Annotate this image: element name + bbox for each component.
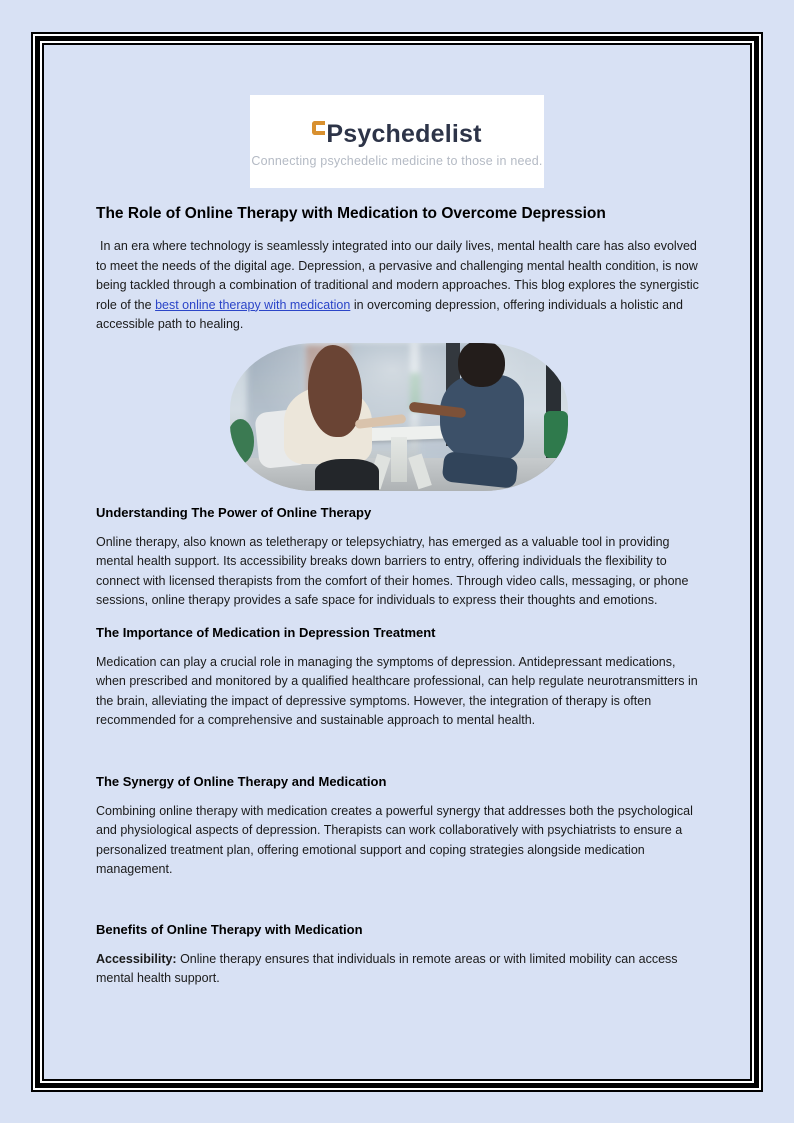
hero-image <box>230 343 568 491</box>
benefit-text: Online therapy ensures that individuals in remote areas or with limited mobility can access mental health support. <box>96 951 678 985</box>
hero-art-green-chair <box>544 411 568 458</box>
brand-tagline: Connecting psychedelic medicine to those in need. <box>251 154 543 168</box>
benefits-paragraph <box>96 950 700 989</box>
article-content <box>96 0 700 989</box>
brand-logo <box>250 121 544 151</box>
section-heading-benefits: Benefits of Online Therapy with Medication <box>96 921 363 937</box>
section-paragraph: Online therapy, also known as teletherapy or telepsychiatry, has emerged as a valuable tool in providing mental health support. Its accessibility breaks down barriers to entry, offering individuals the flexibility to connect with licensed therapists from the comfort of their homes. Through video calls, messaging, or phone sessions, online therapy provides a safe space for individuals to express their thoughts and emotions. <box>96 534 689 607</box>
brand-name: Psychedelist <box>326 120 482 148</box>
brand-logo-box <box>250 95 544 188</box>
section-heading-medication: The Importance of Medication in Depression Treatment <box>96 624 436 640</box>
section-paragraph: Medication can play a crucial role in managing the symptoms of depression. Antidepressant medications, when prescribed and monitored by a qualified healthcare professional, can help regulate neurotransmitters in the brain, alleviating the impact of depressive symptoms. However, the integration of therapy is often recommended for a comprehensive and sustainable approach to mental health. <box>96 654 698 727</box>
hero-art-person-right-hair <box>458 343 505 387</box>
section-paragraph: Combining online therapy with medication creates a powerful synergy that addresses both the psychological and physiological aspects of depression. Therapists can work collaboratively with psychiatrists to ensure a personalized treatment plan, offering emotional support and coping strategies alongside medication management. <box>96 803 693 876</box>
hero-art-person-left-hair <box>308 345 362 437</box>
best-online-therapy-link[interactable]: best online therapy with medication <box>155 297 351 312</box>
section-heading-online-therapy: Understanding The Power of Online Therapy <box>96 504 372 520</box>
intro-text-after: in overcoming depression, offering individuals a holistic and accessible path to healing. <box>96 297 683 331</box>
benefit-lead-accessibility: Accessibility: <box>96 951 177 966</box>
article-title: The Role of Online Therapy with Medication to Overcome Depression <box>96 205 606 222</box>
hero-art-table-leg <box>391 437 408 481</box>
intro-text-before: In an era where technology is seamlessly integrated into our daily lives, mental health care has also evolved to meet the needs of the digital age. Depression, a pervasive and challenging mental health condition, is now being tackled through a combination of traditional and modern approaches. This blog explores the synergistic role of the <box>96 239 699 312</box>
hero-art-person-right-body <box>440 375 525 461</box>
hero-art-person-left-skirt <box>315 459 379 490</box>
logo-bracket-icon <box>312 121 325 135</box>
section-heading-synergy: The Synergy of Online Therapy and Medication <box>96 773 387 789</box>
hero-art-plant <box>230 419 254 463</box>
intro-paragraph <box>96 237 700 335</box>
